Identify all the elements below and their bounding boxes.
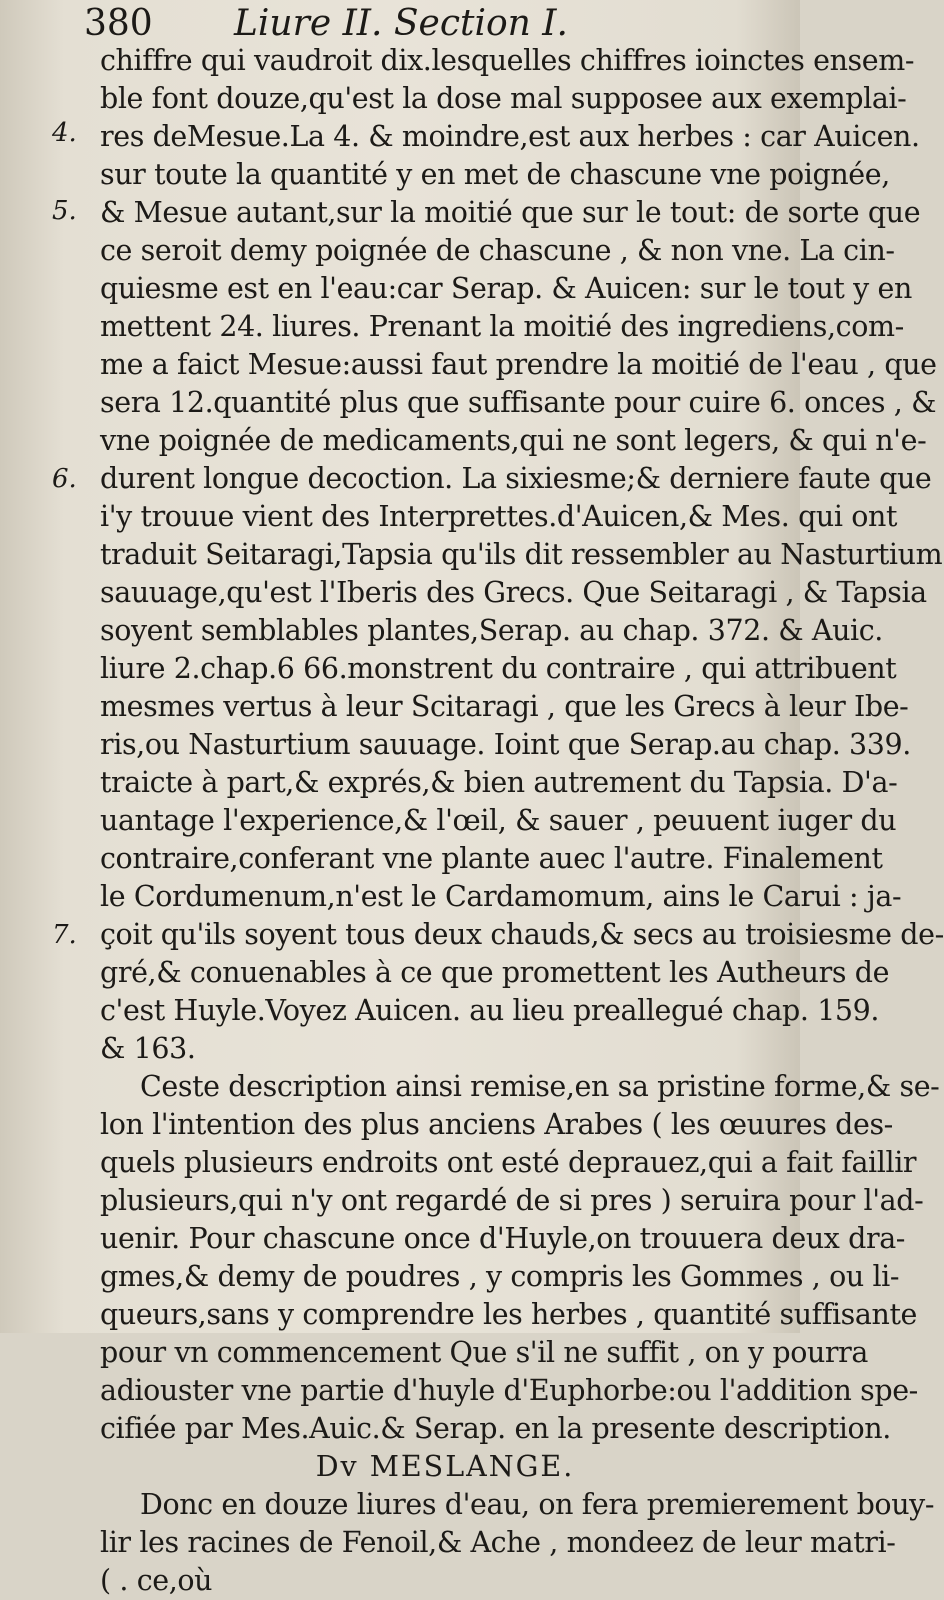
margin-number: 6. — [52, 464, 77, 494]
text-line: uenir. Pour chascune once d'Huyle,on trouuera deux dra- — [100, 1222, 906, 1255]
text-line: mettent 24. liures. Prenant la moitié des ingrediens,com- — [100, 310, 904, 343]
text-line: lir les racines de Fenoil,& Ache , mondeez de leur matri- — [100, 1526, 896, 1559]
text-line: ris,ou Nasturtium sauuage. Ioint que Serap.au chap. 339. — [100, 728, 911, 761]
text-line: sauuage,qu'est l'Iberis des Grecs. Que Seitaragi , & Tapsia — [100, 576, 927, 609]
text-line: ce seroit demy poignée de chascune , & non vne. La cin- — [100, 234, 895, 267]
section-heading: Dv MESLANGE. — [315, 1450, 575, 1483]
text-line: sur toute la quantité y en met de chascune vne poignée, — [100, 158, 890, 191]
text-line: Donc en douze liures d'eau, on fera premierement bouy- — [140, 1488, 935, 1521]
text-line: traicte à part,& exprés,& bien autrement du Tapsia. D'a- — [100, 766, 898, 799]
text-line: gré,& conuenables à ce que promettent les Autheurs de — [100, 956, 890, 989]
text-line: mesmes vertus à leur Scitaragi , que les Grecs à leur Ibe- — [100, 690, 909, 723]
text-line: le Cordumenum,n'est le Cardamomum, ains le Carui : ja- — [100, 880, 902, 913]
text-line: ble font douze,qu'est la dose mal supposee aux exemplai- — [100, 82, 907, 115]
text-line: & Mesue autant,sur la moitié que sur le tout: de sorte que — [100, 196, 921, 229]
text-line: me a faict Mesue:aussi faut prendre la moitié de l'eau , que — [100, 348, 937, 381]
text-line: sera 12.quantité plus que suffisante pour cuire 6. onces , & — [100, 386, 937, 419]
text-line: c'est Huyle.Voyez Auicen. au lieu preallegué chap. 159. — [100, 994, 880, 1027]
running-title: Liure II. Section I. — [234, 3, 568, 44]
text-line: quels plusieurs endroits ont esté deprauez,qui a fait faillir — [100, 1146, 917, 1179]
text-line: pour vn commencement Que s'il ne suffit , on y pourra — [100, 1336, 868, 1369]
text-line: i'y trouue vient des Interprettes.d'Auicen,& Mes. qui ont — [100, 500, 898, 533]
text-line: vne poignée de medicaments,qui ne sont legers, & qui n'e- — [100, 424, 927, 457]
text-line: & 163. — [100, 1032, 196, 1065]
text-line: uantage l'experience,& l'œil, & sauer , peuuent iuger du — [100, 804, 897, 837]
text-line: contraire,conferant vne plante auec l'autre. Finalement — [100, 842, 883, 875]
text-line: res deMesue.La 4. & moindre,est aux herbes : car Auicen. — [100, 120, 920, 153]
text-line: durent longue decoction. La sixiesme;& derniere faute que — [100, 462, 932, 495]
margin-number: 4. — [52, 118, 77, 148]
text-line: lon l'intention des plus anciens Arabes ( les œuures des- — [100, 1108, 893, 1141]
text-line: traduit Seitaragi,Tapsia qu'ils dit ressembler au Nasturtium — [100, 538, 943, 571]
margin-number: 7. — [52, 920, 77, 950]
body-text — [100, 42, 944, 1600]
margin-number: 5. — [52, 196, 77, 226]
text-line: ( . ce,où — [100, 1564, 213, 1597]
text-line: liure 2.chap.6 66.monstrent du contraire , qui attribuent — [100, 652, 897, 685]
page-header — [84, 4, 784, 44]
text-line: soyent semblables plantes,Serap. au chap. 372. & Auic. — [100, 614, 883, 647]
text-line: çoit qu'ils soyent tous deux chauds,& secs au troisiesme de- — [100, 918, 944, 951]
text-line: gmes,& demy de poudres , y compris les Gommes , ou li- — [100, 1260, 900, 1293]
text-line: queurs,sans y comprendre les herbes , quantité suffisante — [100, 1298, 917, 1331]
text-line: plusieurs,qui n'y ont regardé de si pres ) seruira pour l'ad- — [100, 1184, 924, 1217]
page-number: 380 — [84, 3, 153, 44]
text-line: quiesme est en l'eau:car Serap. & Auicen: sur le tout y en — [100, 272, 912, 305]
text-line: adiouster vne partie d'huyle d'Euphorbe:ou l'addition spe- — [100, 1374, 918, 1407]
text-line: Ceste description ainsi remise,en sa pristine forme,& se- — [140, 1070, 940, 1103]
text-line: cifiée par Mes.Auic.& Serap. en la presente description. — [100, 1412, 891, 1445]
text-line: chiffre qui vaudroit dix.lesquelles chiffres ioinctes ensem- — [100, 44, 915, 77]
